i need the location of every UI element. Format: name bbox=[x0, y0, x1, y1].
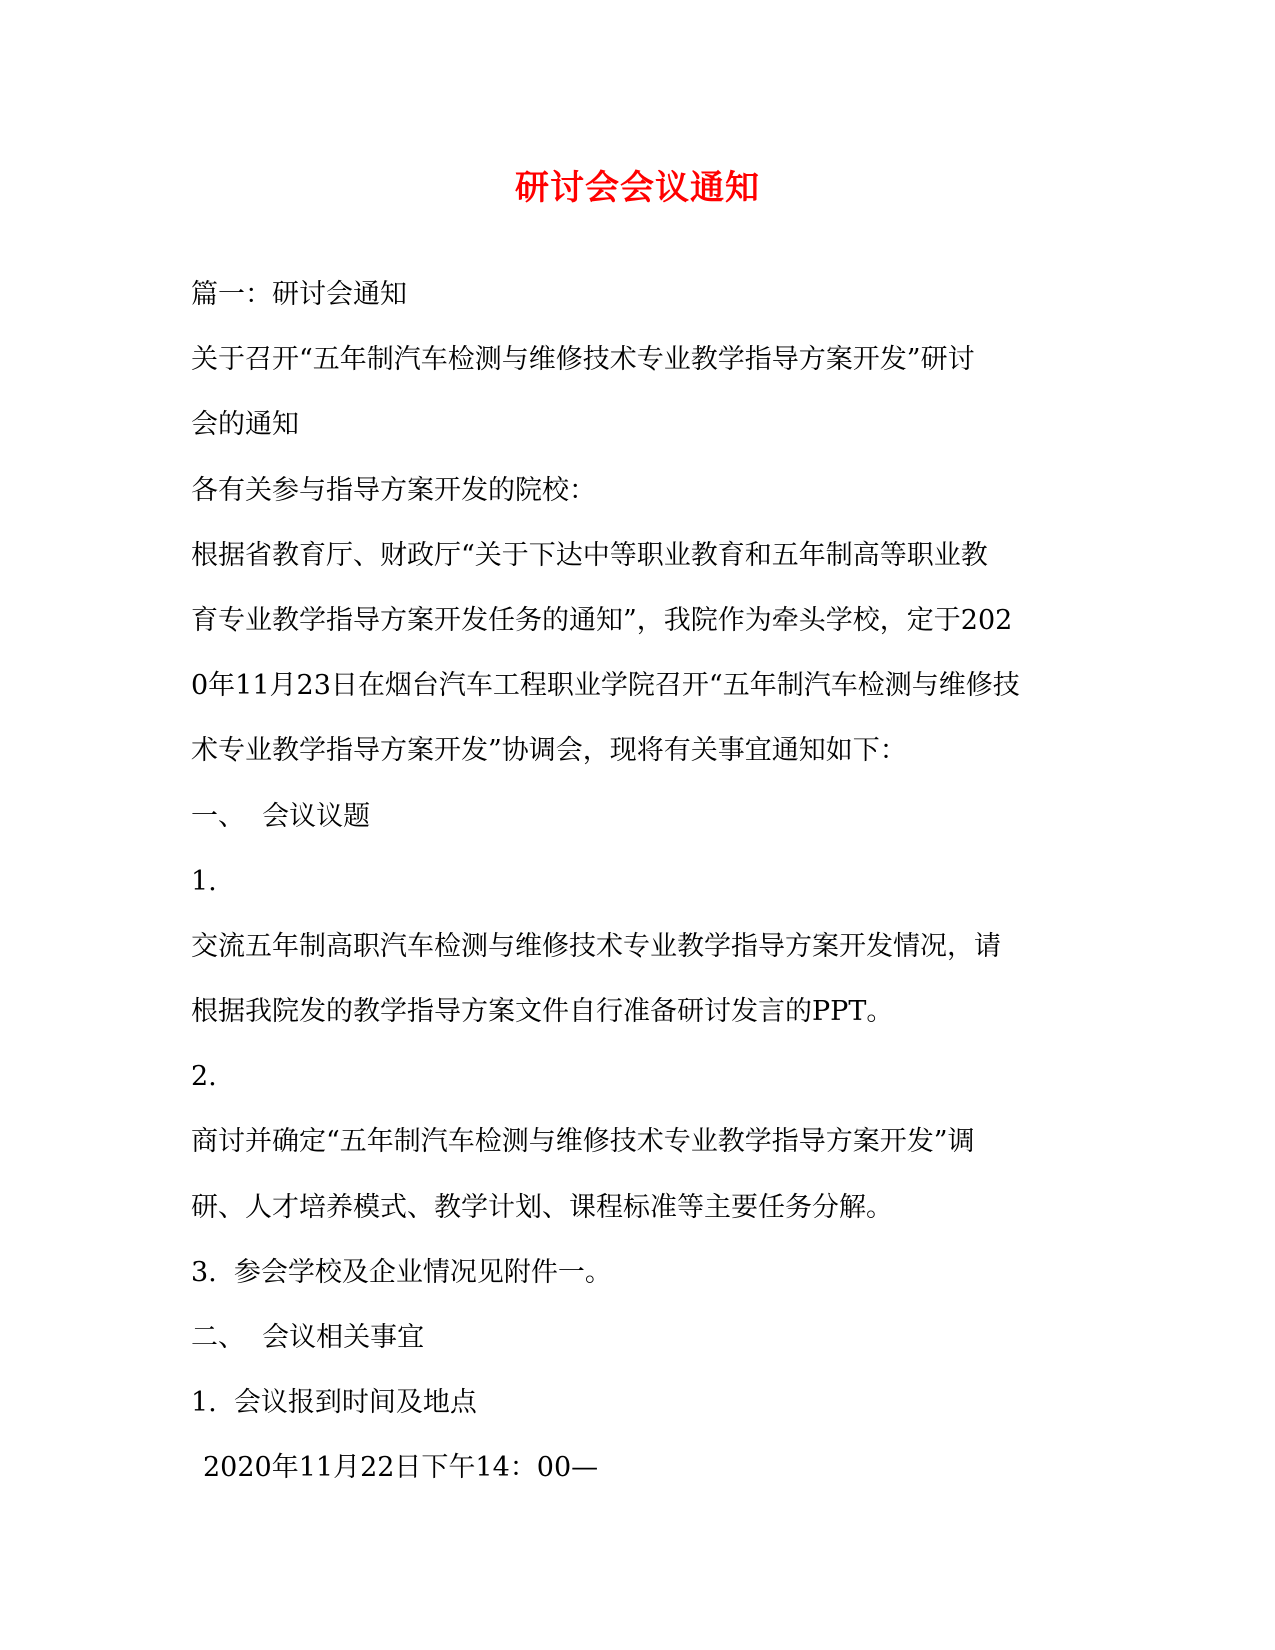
paragraph-line: 0年11月23日在烟台汽车工程职业学院召开“五年制汽车检测与维修技 bbox=[191, 670, 1020, 702]
section-heading: 篇一：研讨会通知 bbox=[191, 279, 407, 310]
document-title: 研讨会会议通知 bbox=[515, 168, 760, 208]
paragraph-line: 术专业教学指导方案开发”协调会，现将有关事宜通知如下： bbox=[191, 735, 907, 767]
paragraph-line: 研、人才培养模式、教学计划、课程标准等主要任务分解。 bbox=[191, 1191, 893, 1223]
list-number: 1. bbox=[191, 865, 217, 897]
paragraph-line: 2020年11月22日下午14：00— bbox=[203, 1452, 599, 1484]
section-heading: 一、 会议议题 bbox=[191, 800, 371, 832]
paragraph-line: 根据我院发的教学指导方案文件自行准备研讨发言的PPT。 bbox=[191, 996, 894, 1028]
salutation: 各有关参与指导方案开发的院校： bbox=[191, 474, 596, 506]
notice-title-line: 关于召开“五年制汽车检测与维修技术专业教学指导方案开发”研讨 bbox=[191, 344, 975, 376]
paragraph-line: 根据省教育厅、财政厅“关于下达中等职业教育和五年制高等职业教 bbox=[191, 539, 988, 571]
notice-title-line: 会的通知 bbox=[191, 409, 299, 441]
paragraph-line: 育专业教学指导方案开发任务的通知”，我院作为牵头学校，定于202 bbox=[191, 604, 1013, 636]
document-body bbox=[191, 278, 1081, 1517]
paragraph-line: 交流五年制高职汽车检测与维修技术专业教学指导方案开发情况，请 bbox=[191, 930, 1001, 962]
paragraph-line: 商讨并确定“五年制汽车检测与维修技术专业教学指导方案开发”调 bbox=[191, 1126, 975, 1158]
section-heading: 二、 会议相关事宜 bbox=[191, 1322, 425, 1353]
list-item: 1. 会议报到时间及地点 bbox=[191, 1387, 477, 1419]
list-item: 3. 参会学校及企业情况见附件一。 bbox=[191, 1256, 612, 1288]
list-number: 2. bbox=[191, 1061, 217, 1093]
